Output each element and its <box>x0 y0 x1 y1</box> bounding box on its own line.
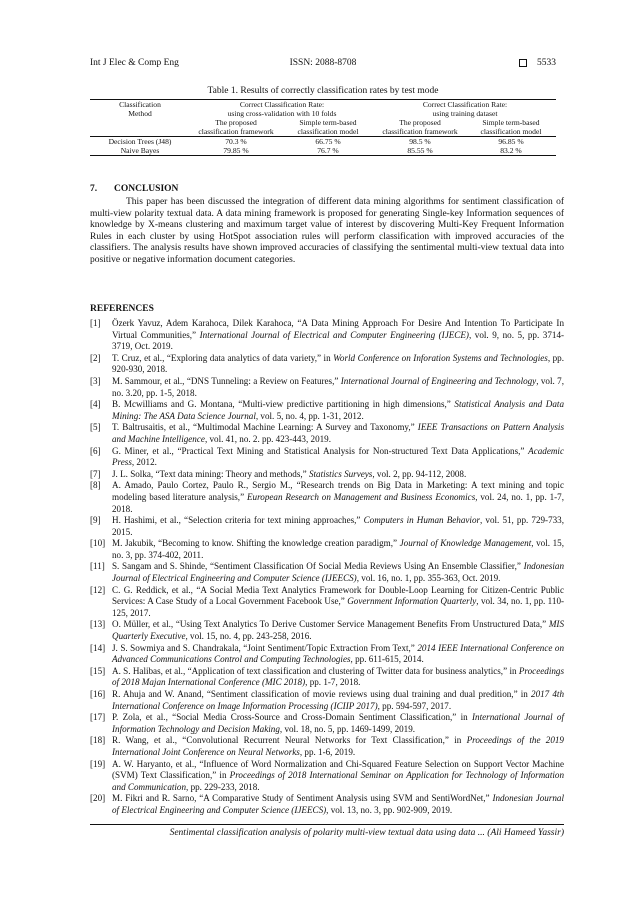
reference-text <box>112 469 564 481</box>
reference-venue: Computers in Human Behavior <box>363 515 481 526</box>
reference-text <box>112 318 564 353</box>
reference-number: [9] <box>90 515 101 526</box>
table-subheader-cell: classification model <box>297 127 359 136</box>
reference-venue: 2017 4th International Conference on Image Information Processing (ICIIP 2017) <box>112 689 564 711</box>
reference-segment: A. Amado, Paulo Cortez, Paulo R., Sergio M., “Research trends on Big Data in Marketing: A text mining and topic modeling based literature analysis,” <box>112 480 564 502</box>
table-subheader-cell: classification framework <box>382 127 458 136</box>
reference-segment: J. S. Sowmiya and S. Chandrakala, “Joint Sentiment/Topic Extraction From Text,” <box>112 642 418 653</box>
page-number: 5533 <box>536 58 556 68</box>
reference-number: [19] <box>90 758 106 769</box>
table-row <box>90 137 556 147</box>
table-header-cell: using training dataset <box>432 109 498 118</box>
reference-number: [15] <box>90 665 106 676</box>
reference-number: [11] <box>90 561 105 572</box>
reference-segment: R. Ahuja and W. Anand, “Sentiment classification of movie reviews using dual training and dual predition,” in <box>112 689 532 699</box>
reference-venue: Indonesian Journal of Electrical Engineering and Computer Science (IJEECS) <box>112 793 564 815</box>
running-footer: Sentimental classification analysis of polarity multi-view textual data using data ... (Ali Hameed Yassir) <box>169 828 564 838</box>
reference-segment: , pp. 1-6, 2019. <box>299 746 356 757</box>
checkbox-square-icon <box>519 59 527 67</box>
table-cell: 98.5 % <box>374 137 466 147</box>
reference-segment: , vol. 16, no. 1, pp. 355-363, Oct. 2019. <box>356 573 501 584</box>
reference-item <box>90 759 564 794</box>
table-header-cell: Method <box>128 109 152 118</box>
table-header-row <box>90 109 556 118</box>
reference-item <box>90 585 564 620</box>
table-header-cell: Correct Classification Rate: <box>190 100 374 110</box>
reference-segment: B. Mcwilliams and G. Montana, “Multi-view predictive partitioning in high dimensions,” <box>112 399 455 410</box>
reference-number: [18] <box>90 735 106 746</box>
table-cell: 70.3 % <box>190 137 282 147</box>
reference-segment: , 2012. <box>131 457 157 468</box>
reference-segment: , vol. 41, no. 2. pp. 423-443, 2019. <box>204 433 331 444</box>
reference-text <box>112 689 564 712</box>
reference-item <box>90 561 564 584</box>
table-cell: Decision Trees (J48) <box>90 137 190 147</box>
reference-text <box>112 585 564 620</box>
reference-item <box>90 318 564 353</box>
reference-segment: , pp. 229-233, 2018. <box>186 781 260 792</box>
reference-number: [4] <box>90 399 101 410</box>
reference-text <box>112 446 564 469</box>
reference-venue: World Conference on Inforation Systems and Technologies <box>333 352 548 363</box>
reference-text <box>112 422 564 445</box>
reference-number: [6] <box>90 445 101 456</box>
reference-venue: Statistics Surveys <box>308 468 373 479</box>
table-subheader-cell: Simple term-based <box>482 118 540 127</box>
table-subheader-row <box>90 127 556 137</box>
reference-item <box>90 446 564 469</box>
table-cell: 96.85 % <box>466 137 556 147</box>
reference-segment: Özerk Yavuz, Adem Karahoca, Dilek Karahoca, “A Data Mining Approach For Desire And Intention To Participate In Virtual Communities,” <box>112 318 564 340</box>
reference-text <box>112 735 564 758</box>
section-number: 7. <box>90 184 98 194</box>
reference-number: [10] <box>90 538 106 549</box>
reference-segment: , vol. 34, no. 1, pp. 110-125, 2017. <box>112 596 565 618</box>
reference-segment: , vol. 5, no. 4, pp. 1-31, 2012. <box>255 410 364 421</box>
footer-divider <box>90 824 564 825</box>
table-subheader-cell: classification model <box>480 127 542 136</box>
reference-item <box>90 619 564 642</box>
reference-number: [20] <box>90 793 106 804</box>
reference-item <box>90 422 564 445</box>
table-cell: Naive Bayes <box>90 146 190 156</box>
reference-item <box>90 666 564 689</box>
table-header-cell: Correct Classification Rate: <box>374 100 556 110</box>
reference-segment: , vol. 15, no. 3, pp. 374-402, 2011. <box>112 538 564 560</box>
reference-text <box>112 712 564 735</box>
reference-segment: M. Sammour, et al., “DNS Tunneling: a Review on Features,” <box>112 375 341 386</box>
reference-text <box>112 759 564 794</box>
reference-item <box>90 643 564 666</box>
reference-venue: MIS Quarterly Executive <box>112 619 564 642</box>
reference-segment: , vol. 2, pp. 94-112, 2008. <box>372 468 467 479</box>
reference-text <box>112 561 564 584</box>
reference-segment: , vol. 9, no. 5, pp. 3714-3719, Oct. 2019. <box>112 329 565 352</box>
table-empty-cell <box>90 118 190 127</box>
reference-venue: IEEE Transactions on Pattern Analysis and Machine Intelligence <box>112 422 564 444</box>
reference-number: [8] <box>90 480 101 491</box>
reference-number: [14] <box>90 642 106 653</box>
reference-item <box>90 480 564 515</box>
reference-text <box>112 480 564 515</box>
references-heading: REFERENCES <box>90 304 154 314</box>
reference-segment: , pp. 920-930, 2018. <box>112 352 564 375</box>
reference-number: [7] <box>90 468 101 479</box>
reference-segment: , vol. 51, pp. 729-733, 2015. <box>112 515 564 537</box>
reference-segment: O. Müller, et al., “Using Text Analytics To Derive Customer Service Management Benefits From Unstructured Data,” <box>112 619 549 630</box>
table-cell: 76.7 % <box>282 146 374 156</box>
table-subheader-row <box>90 118 556 127</box>
reference-segment: R. Wang, et al., “Convolutional Recurrent Neural Networks for Text Classification,” in <box>112 735 467 746</box>
reference-item <box>90 793 564 816</box>
table-header-row <box>90 100 556 110</box>
reference-item <box>90 735 564 758</box>
reference-item <box>90 689 564 712</box>
table-subheader-cell: The proposed <box>399 118 441 127</box>
conclusion-paragraph: This paper has been discussed the integration of different data mining algorithms for sentiment classification of multi-view polarity textual data. A data mining framework is proposed for generating Single-key Information sequences of knowledge by X-means clustering and maximum target value of interest by discovering Multi-Key Frequent Information Rules in each cluster by using HotSpot association rules will perform classification with improved accuracies of the classifiers. The analysis results have shown improved accuracies of classifying the sentimental multi-view textual data into positive or negative information document categories. <box>90 197 564 265</box>
reference-segment: M. Fikri and R. Sarno, “A Comparative Study of Sentiment Analysis using SVM and SentiWordNet,” <box>112 793 493 804</box>
reference-segment: , vol. 18, no. 5, pp. 1469-1499, 2019. <box>279 723 416 734</box>
reference-venue: Academic Press <box>112 445 564 468</box>
reference-venue: International Journal of Electrical and Computer Engineering (IJECE) <box>199 329 469 340</box>
reference-number: [17] <box>90 712 106 723</box>
reference-item <box>90 469 564 481</box>
reference-segment: T. Baltrusaitis, et al., “Multimodal Machine Learning: A Survey and Taxonomy,” <box>112 422 418 433</box>
reference-segment: P. Zola, et al., “Social Media Cross-Source and Cross-Domain Sentiment Classification,” in <box>112 712 473 723</box>
results-table <box>90 99 556 156</box>
reference-segment: , vol. 13, no. 3, pp. 902-909, 2019. <box>326 804 453 815</box>
reference-number: [1] <box>90 318 101 328</box>
reference-number: [3] <box>90 375 101 386</box>
page-number-group <box>401 58 556 68</box>
reference-text <box>112 538 564 561</box>
reference-text <box>112 376 564 399</box>
reference-segment: T. Cruz, et al., “Exploring data analytics of data variety,” in <box>112 352 334 363</box>
reference-text <box>112 643 564 666</box>
table-cell: 79.85 % <box>190 146 282 156</box>
journal-name: Int J Elec & Comp Eng <box>90 58 179 68</box>
reference-venue: International Journal of Information Technology and Decision Making <box>112 712 564 734</box>
table-header-cell: using cross-validation with 10 folds <box>227 109 337 118</box>
reference-segment: , pp. 1-7, 2018. <box>305 677 361 688</box>
reference-segment: S. Sangam and S. Shinde, “Sentiment Classification Of Social Media Reviews Using An Ensemble Classifier,” <box>112 561 524 572</box>
reference-text <box>112 353 564 376</box>
reference-venue: Proceedings of the 2019 International Joint Conference on Neural Networks <box>112 735 564 757</box>
reference-item <box>90 712 564 735</box>
reference-segment: H. Hashimi, et al., “Selection criteria for text mining approaches,” <box>112 515 364 526</box>
reference-number: [2] <box>90 352 101 363</box>
reference-number: [12] <box>90 584 106 595</box>
reference-item <box>90 353 564 376</box>
reference-venue: Proceedings of 2018 International Seminar on Application for Technology of Information and Communication <box>112 770 564 792</box>
table-caption: Table 1. Results of correctly classification rates by test mode <box>207 86 439 96</box>
reference-venue: International Journal of Engineering and Technology <box>340 375 537 386</box>
reference-segment: M. Jakubik, “Becoming to know. Shifting the knowledge creation paradigm,” <box>112 538 400 549</box>
table-cell: 85.55 % <box>374 146 466 156</box>
reference-text <box>112 399 564 422</box>
reference-text <box>112 666 564 689</box>
reference-segment: C. G. Reddick, et al., “A Social Media Text Analytics Framework for Double-Loop Learning for Citizen-Centric Public Services: A Case Study of a Local Government Facebook Use,” <box>112 584 564 607</box>
issn: ISSN: 2088-8708 <box>289 58 357 68</box>
reference-venue: Proceedings of 2018 Majan International Conference (MIC 2018) <box>112 665 564 688</box>
reference-text <box>112 515 564 538</box>
reference-segment: A. S. Halibas, et al., “Application of text classification and clustering of Twitter data for business analytics,” in <box>112 665 519 676</box>
table-header-cell: Classification <box>90 100 190 110</box>
reference-text <box>112 793 564 816</box>
table-subheader-cell: Simple term-based <box>299 118 357 127</box>
reference-venue: 2014 IEEE International Conference on Advanced Communications Control and Computing Technologies <box>112 642 564 665</box>
table-empty-cell <box>90 127 190 137</box>
reference-segment: , vol. 7, no. 3.20, pp. 1-5, 2018. <box>112 375 564 398</box>
reference-segment: J. L. Solka, “Text data mining: Theory and methods,” <box>112 468 309 479</box>
reference-segment: G. Miner, et al., “Practical Text Mining and Statistical Analysis for Non-structured Text Data Applications,” <box>112 445 529 456</box>
reference-item <box>90 515 564 538</box>
reference-segment: , pp. 594-597, 2017. <box>377 700 452 711</box>
section-title: CONCLUSION <box>114 184 179 194</box>
running-header <box>90 56 556 70</box>
reference-segment: A. W. Haryanto, et al., “Influence of Word Normalization and Chi-Squared Feature Selection on Support Vector Machine (SVM) Text Classification,” in <box>112 758 564 781</box>
reference-segment: , vol. 24, no. 1, pp. 1-7, 2018. <box>112 491 564 514</box>
reference-number: [5] <box>90 422 101 433</box>
table-subheader-cell: The proposed <box>215 118 257 127</box>
references-list <box>90 318 564 817</box>
reference-venue: Statistical Analysis and Data Mining: The ASA Data Science Journal <box>112 399 564 421</box>
table-row <box>90 146 556 156</box>
table-subheader-cell: classification framework <box>198 127 274 136</box>
conclusion-heading <box>90 184 178 194</box>
table-cell: 66.75 % <box>282 137 374 147</box>
reference-item <box>90 538 564 561</box>
reference-item <box>90 399 564 422</box>
table-cell: 83.2 % <box>466 146 556 156</box>
reference-venue: European Research on Management and Business Economics <box>247 491 476 502</box>
reference-venue: Indonesian Journal of Electrical Engineering and Computer Science (IJEECS) <box>112 561 564 584</box>
reference-venue: Journal of Knowledge Management <box>399 538 532 549</box>
reference-segment: , pp. 611-615, 2014. <box>350 654 424 665</box>
reference-venue: Government Information Quarterly <box>347 596 477 607</box>
reference-segment: , vol. 15, no. 4, pp. 243-258, 2016. <box>185 631 312 642</box>
reference-number: [13] <box>90 619 106 630</box>
reference-text <box>112 619 564 642</box>
reference-item <box>90 376 564 399</box>
reference-number: [16] <box>90 689 106 699</box>
